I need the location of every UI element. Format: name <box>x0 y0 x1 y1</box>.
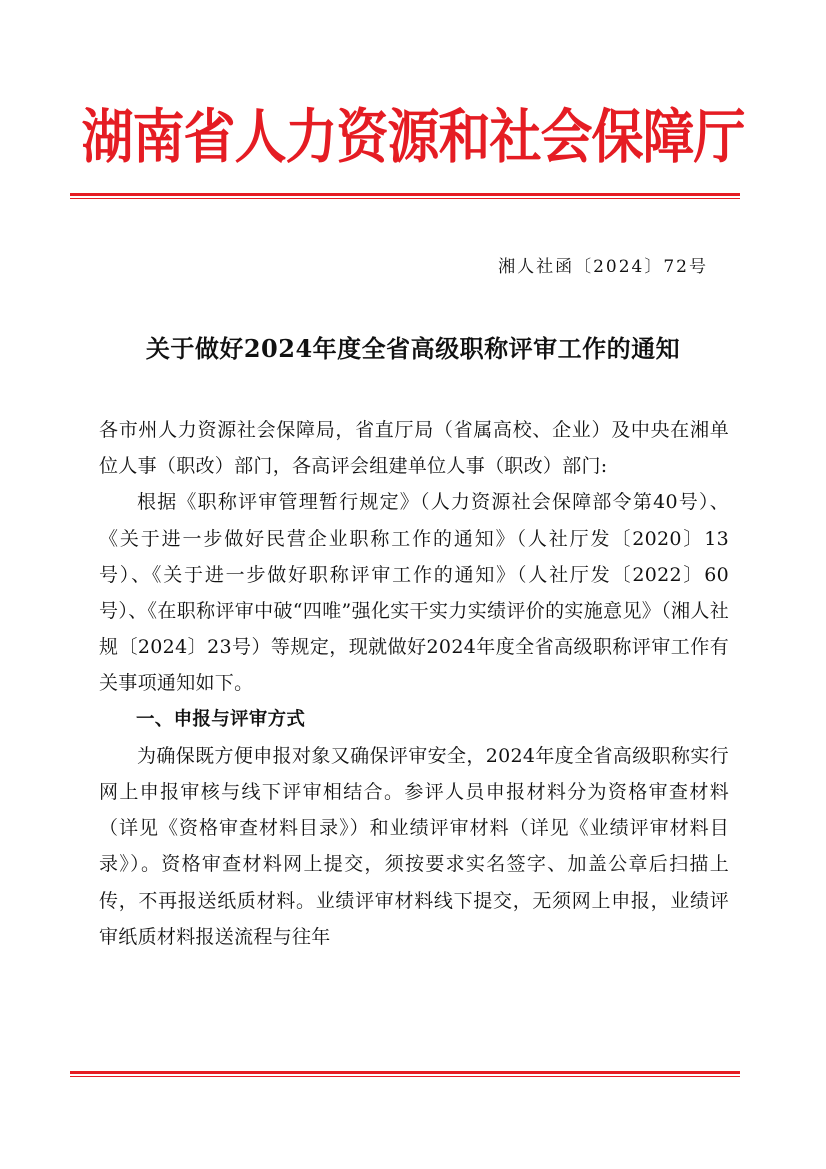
footer-rule <box>70 1071 740 1077</box>
masthead-rule <box>70 193 740 199</box>
document-title: 关于做好2024年度全省高级职称评审工作的通知 <box>145 334 681 363</box>
document-number: 湘人社函〔2024〕72号 <box>498 257 708 277</box>
footer-rule-thin <box>70 1076 740 1077</box>
section-one-paragraph: 为确保既方便申报对象又确保评审安全，2024年度全省高级职称实行网上申报审核与线下评审相结合。参评人员申报材料分为资格审查材料（详见《资格审查材料目录》）和业绩评审材料（详见《业绩评审材料目录》）。资格审查材料网上提交，须按要求实名签字、加盖公章后扫描上传，不再报送纸质材料。业绩评审材料线下提交，无须网上申报，业绩评审纸质材料报送流程与往年 <box>99 744 729 948</box>
masthead: 湖南省人力资源和社会保障厅 <box>81 103 745 172</box>
masthead-rule-thin <box>70 198 740 199</box>
section-one-heading: 一、申报与评审方式 <box>136 708 306 730</box>
document-body <box>99 412 729 955</box>
recipients-paragraph: 各市州人力资源社会保障局，省直厅局（省属高校、企业）及中央在湘单位人事（职改）部门，各高评会组建单位人事（职改）部门: <box>99 419 729 478</box>
intro-paragraph: 根据《职称评审管理暂行规定》（人力资源社会保障部令第40号）、《关于进一步做好民营企业职称工作的通知》（人社厅发〔2020〕13号）、《关于进一步做好职称评审工作的通知》（人社厅发〔2022〕60号）、《在职称评审中破“四唯”强化实干实力实绩评价的实施意见》（湘人社规〔2024〕23号）等规定，现就做好2024年度全省高级职称评审工作有关事项通知如下。 <box>99 491 729 695</box>
